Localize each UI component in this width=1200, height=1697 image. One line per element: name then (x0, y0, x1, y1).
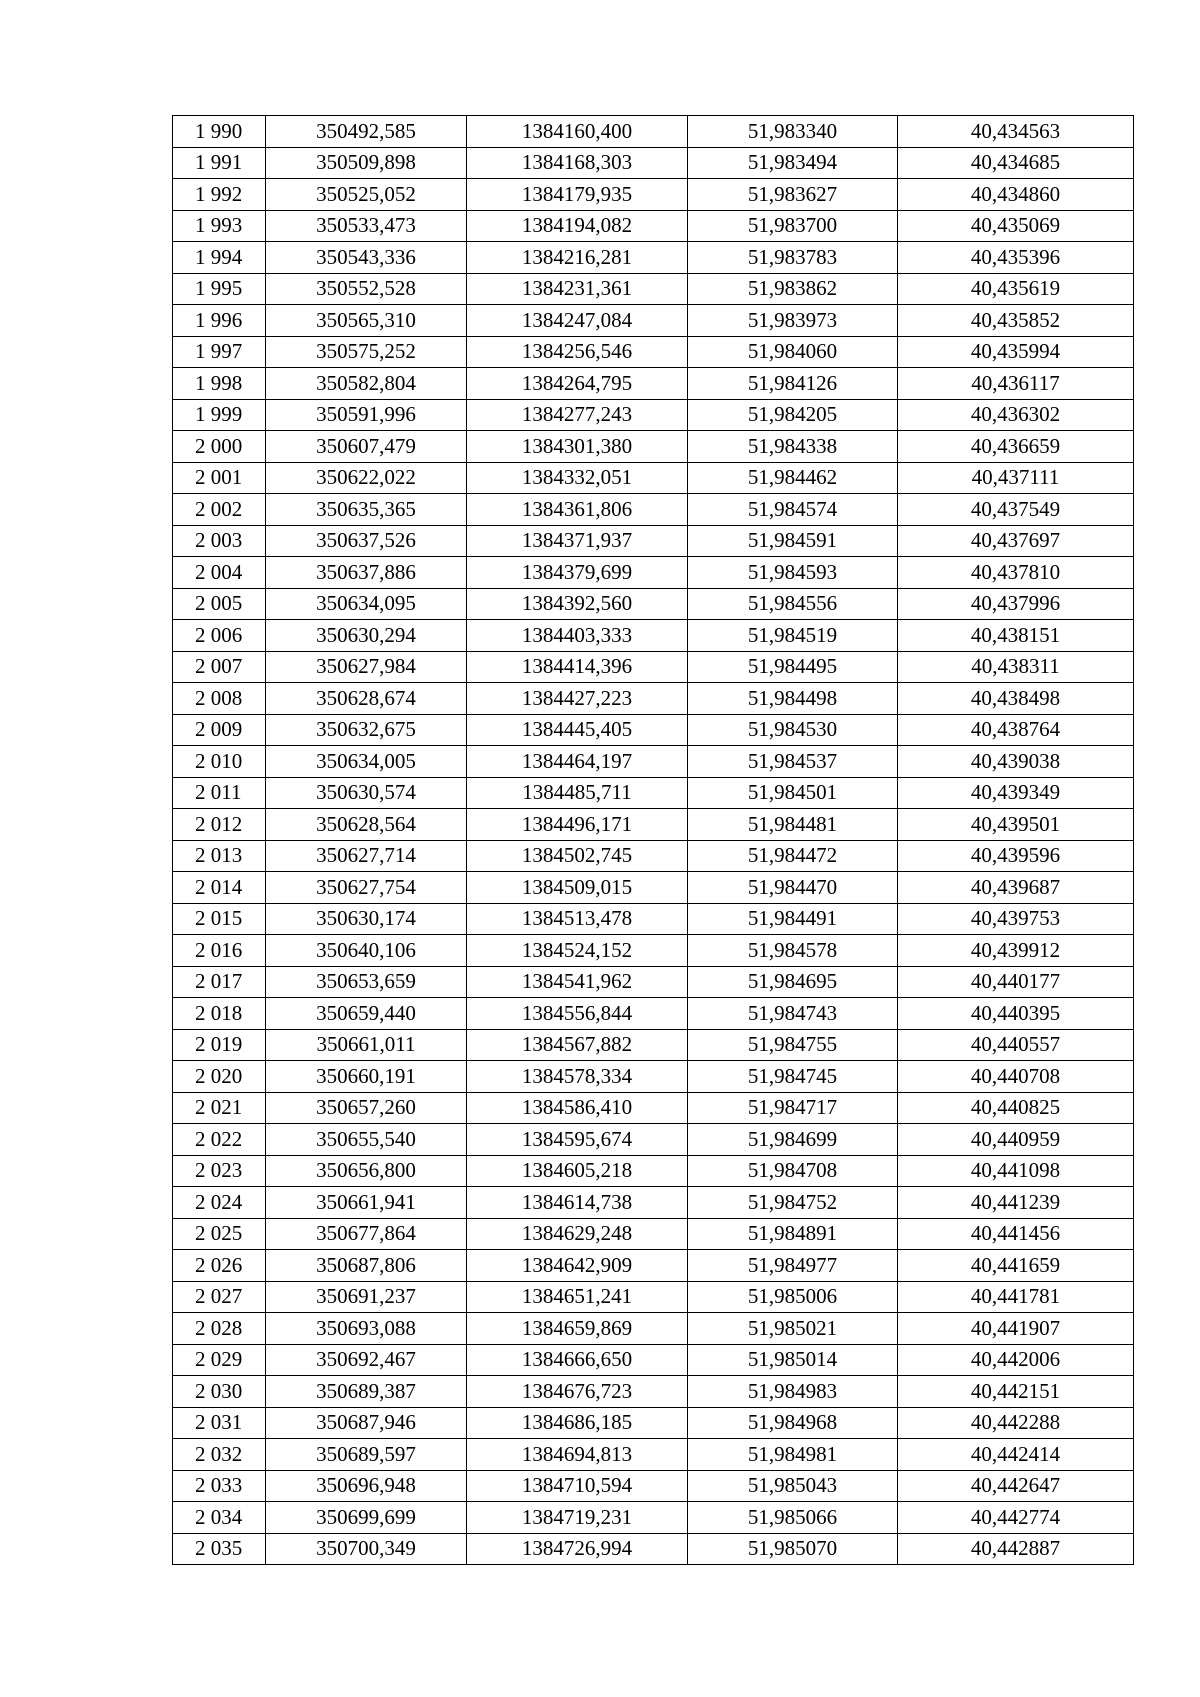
table-row (173, 305, 1134, 337)
latitude-cell: 51,983494 (688, 147, 898, 179)
latitude-cell: 51,983973 (688, 305, 898, 337)
x-coordinate-cell: 350677,864 (266, 1218, 467, 1250)
table-row (173, 525, 1134, 557)
table-row (173, 1533, 1134, 1565)
longitude-cell: 40,441239 (898, 1187, 1134, 1219)
table-row (173, 1344, 1134, 1376)
y-coordinate-cell: 1384595,674 (467, 1124, 688, 1156)
table-row (173, 1407, 1134, 1439)
point-number-cell: 1 996 (173, 305, 266, 337)
longitude-cell: 40,439596 (898, 840, 1134, 872)
x-coordinate-cell: 350607,479 (266, 431, 467, 463)
table-row (173, 998, 1134, 1030)
table-row (173, 651, 1134, 683)
longitude-cell: 40,434860 (898, 179, 1134, 211)
y-coordinate-cell: 1384686,185 (467, 1407, 688, 1439)
latitude-cell: 51,984495 (688, 651, 898, 683)
y-coordinate-cell: 1384168,303 (467, 147, 688, 179)
point-number-cell: 1 992 (173, 179, 266, 211)
latitude-cell: 51,983862 (688, 273, 898, 305)
y-coordinate-cell: 1384403,333 (467, 620, 688, 652)
x-coordinate-cell: 350533,473 (266, 210, 467, 242)
latitude-cell: 51,984462 (688, 462, 898, 494)
table-row (173, 1029, 1134, 1061)
x-coordinate-cell: 350492,585 (266, 116, 467, 148)
table-row (173, 1061, 1134, 1093)
point-number-cell: 2 004 (173, 557, 266, 589)
table-row (173, 462, 1134, 494)
x-coordinate-cell: 350627,754 (266, 872, 467, 904)
point-number-cell: 2 013 (173, 840, 266, 872)
y-coordinate-cell: 1384361,806 (467, 494, 688, 526)
table-row (173, 935, 1134, 967)
latitude-cell: 51,985006 (688, 1281, 898, 1313)
latitude-cell: 51,983340 (688, 116, 898, 148)
point-number-cell: 2 026 (173, 1250, 266, 1282)
x-coordinate-cell: 350634,095 (266, 588, 467, 620)
longitude-cell: 40,442414 (898, 1439, 1134, 1471)
longitude-cell: 40,434685 (898, 147, 1134, 179)
latitude-cell: 51,984472 (688, 840, 898, 872)
x-coordinate-cell: 350627,714 (266, 840, 467, 872)
y-coordinate-cell: 1384651,241 (467, 1281, 688, 1313)
point-number-cell: 2 021 (173, 1092, 266, 1124)
y-coordinate-cell: 1384194,082 (467, 210, 688, 242)
table-row (173, 557, 1134, 589)
point-number-cell: 2 030 (173, 1376, 266, 1408)
longitude-cell: 40,435994 (898, 336, 1134, 368)
longitude-cell: 40,439349 (898, 777, 1134, 809)
table-row (173, 494, 1134, 526)
table-row (173, 179, 1134, 211)
longitude-cell: 40,437697 (898, 525, 1134, 557)
x-coordinate-cell: 350653,659 (266, 966, 467, 998)
y-coordinate-cell: 1384694,813 (467, 1439, 688, 1471)
table-row (173, 336, 1134, 368)
y-coordinate-cell: 1384556,844 (467, 998, 688, 1030)
x-coordinate-cell: 350509,898 (266, 147, 467, 179)
latitude-cell: 51,984891 (688, 1218, 898, 1250)
longitude-cell: 40,438498 (898, 683, 1134, 715)
latitude-cell: 51,984983 (688, 1376, 898, 1408)
table-row (173, 1092, 1134, 1124)
table-row (173, 620, 1134, 652)
longitude-cell: 40,440708 (898, 1061, 1134, 1093)
latitude-cell: 51,985021 (688, 1313, 898, 1345)
y-coordinate-cell: 1384586,410 (467, 1092, 688, 1124)
latitude-cell: 51,984530 (688, 714, 898, 746)
y-coordinate-cell: 1384496,171 (467, 809, 688, 841)
latitude-cell: 51,983700 (688, 210, 898, 242)
longitude-cell: 40,442774 (898, 1502, 1134, 1534)
coordinates-table-body (173, 116, 1134, 1565)
y-coordinate-cell: 1384502,745 (467, 840, 688, 872)
latitude-cell: 51,984743 (688, 998, 898, 1030)
longitude-cell: 40,442647 (898, 1470, 1134, 1502)
longitude-cell: 40,438311 (898, 651, 1134, 683)
y-coordinate-cell: 1384719,231 (467, 1502, 688, 1534)
x-coordinate-cell: 350628,564 (266, 809, 467, 841)
table-row (173, 777, 1134, 809)
point-number-cell: 2 007 (173, 651, 266, 683)
latitude-cell: 51,985014 (688, 1344, 898, 1376)
x-coordinate-cell: 350699,699 (266, 1502, 467, 1534)
point-number-cell: 2 017 (173, 966, 266, 998)
latitude-cell: 51,984498 (688, 683, 898, 715)
y-coordinate-cell: 1384659,869 (467, 1313, 688, 1345)
x-coordinate-cell: 350637,526 (266, 525, 467, 557)
y-coordinate-cell: 1384513,478 (467, 903, 688, 935)
x-coordinate-cell: 350689,387 (266, 1376, 467, 1408)
table-row (173, 903, 1134, 935)
x-coordinate-cell: 350657,260 (266, 1092, 467, 1124)
table-row (173, 210, 1134, 242)
point-number-cell: 2 009 (173, 714, 266, 746)
point-number-cell: 2 005 (173, 588, 266, 620)
point-number-cell: 2 034 (173, 1502, 266, 1534)
table-row (173, 872, 1134, 904)
point-number-cell: 2 001 (173, 462, 266, 494)
longitude-cell: 40,435852 (898, 305, 1134, 337)
y-coordinate-cell: 1384392,560 (467, 588, 688, 620)
table-row (173, 1155, 1134, 1187)
latitude-cell: 51,984591 (688, 525, 898, 557)
table-row (173, 746, 1134, 778)
latitude-cell: 51,984752 (688, 1187, 898, 1219)
latitude-cell: 51,984578 (688, 935, 898, 967)
x-coordinate-cell: 350543,336 (266, 242, 467, 274)
y-coordinate-cell: 1384264,795 (467, 368, 688, 400)
y-coordinate-cell: 1384676,723 (467, 1376, 688, 1408)
latitude-cell: 51,984060 (688, 336, 898, 368)
y-coordinate-cell: 1384605,218 (467, 1155, 688, 1187)
y-coordinate-cell: 1384666,650 (467, 1344, 688, 1376)
table-row (173, 273, 1134, 305)
table-row (173, 1502, 1134, 1534)
longitude-cell: 40,439912 (898, 935, 1134, 967)
coordinates-table (172, 115, 1134, 1565)
latitude-cell: 51,984968 (688, 1407, 898, 1439)
y-coordinate-cell: 1384614,738 (467, 1187, 688, 1219)
point-number-cell: 1 990 (173, 116, 266, 148)
longitude-cell: 40,436302 (898, 399, 1134, 431)
point-number-cell: 2 032 (173, 1439, 266, 1471)
y-coordinate-cell: 1384379,699 (467, 557, 688, 589)
x-coordinate-cell: 350689,597 (266, 1439, 467, 1471)
latitude-cell: 51,985043 (688, 1470, 898, 1502)
table-row (173, 1187, 1134, 1219)
longitude-cell: 40,439038 (898, 746, 1134, 778)
longitude-cell: 40,441659 (898, 1250, 1134, 1282)
y-coordinate-cell: 1384541,962 (467, 966, 688, 998)
table-row (173, 1124, 1134, 1156)
point-number-cell: 2 020 (173, 1061, 266, 1093)
longitude-cell: 40,438764 (898, 714, 1134, 746)
longitude-cell: 40,441098 (898, 1155, 1134, 1187)
point-number-cell: 2 028 (173, 1313, 266, 1345)
point-number-cell: 2 025 (173, 1218, 266, 1250)
y-coordinate-cell: 1384445,405 (467, 714, 688, 746)
longitude-cell: 40,442288 (898, 1407, 1134, 1439)
longitude-cell: 40,440395 (898, 998, 1134, 1030)
x-coordinate-cell: 350687,806 (266, 1250, 467, 1282)
table-row (173, 714, 1134, 746)
table-row (173, 399, 1134, 431)
x-coordinate-cell: 350634,005 (266, 746, 467, 778)
y-coordinate-cell: 1384301,380 (467, 431, 688, 463)
x-coordinate-cell: 350591,996 (266, 399, 467, 431)
x-coordinate-cell: 350637,886 (266, 557, 467, 589)
y-coordinate-cell: 1384414,396 (467, 651, 688, 683)
point-number-cell: 2 012 (173, 809, 266, 841)
y-coordinate-cell: 1384160,400 (467, 116, 688, 148)
latitude-cell: 51,985066 (688, 1502, 898, 1534)
x-coordinate-cell: 350640,106 (266, 935, 467, 967)
x-coordinate-cell: 350660,191 (266, 1061, 467, 1093)
table-row (173, 116, 1134, 148)
latitude-cell: 51,984126 (688, 368, 898, 400)
x-coordinate-cell: 350691,237 (266, 1281, 467, 1313)
x-coordinate-cell: 350661,941 (266, 1187, 467, 1219)
y-coordinate-cell: 1384629,248 (467, 1218, 688, 1250)
latitude-cell: 51,984755 (688, 1029, 898, 1061)
table-row (173, 147, 1134, 179)
latitude-cell: 51,985070 (688, 1533, 898, 1565)
table-row (173, 1313, 1134, 1345)
latitude-cell: 51,983783 (688, 242, 898, 274)
y-coordinate-cell: 1384509,015 (467, 872, 688, 904)
y-coordinate-cell: 1384277,243 (467, 399, 688, 431)
point-number-cell: 2 022 (173, 1124, 266, 1156)
latitude-cell: 51,984708 (688, 1155, 898, 1187)
latitude-cell: 51,984695 (688, 966, 898, 998)
longitude-cell: 40,439687 (898, 872, 1134, 904)
latitude-cell: 51,984717 (688, 1092, 898, 1124)
point-number-cell: 2 011 (173, 777, 266, 809)
point-number-cell: 2 033 (173, 1470, 266, 1502)
y-coordinate-cell: 1384427,223 (467, 683, 688, 715)
y-coordinate-cell: 1384179,935 (467, 179, 688, 211)
point-number-cell: 2 010 (173, 746, 266, 778)
x-coordinate-cell: 350622,022 (266, 462, 467, 494)
y-coordinate-cell: 1384216,281 (467, 242, 688, 274)
table-row (173, 1376, 1134, 1408)
y-coordinate-cell: 1384332,051 (467, 462, 688, 494)
longitude-cell: 40,440557 (898, 1029, 1134, 1061)
longitude-cell: 40,439501 (898, 809, 1134, 841)
y-coordinate-cell: 1384578,334 (467, 1061, 688, 1093)
latitude-cell: 51,984481 (688, 809, 898, 841)
table-row (173, 809, 1134, 841)
point-number-cell: 2 024 (173, 1187, 266, 1219)
point-number-cell: 2 035 (173, 1533, 266, 1565)
y-coordinate-cell: 1384464,197 (467, 746, 688, 778)
longitude-cell: 40,440825 (898, 1092, 1134, 1124)
point-number-cell: 1 994 (173, 242, 266, 274)
longitude-cell: 40,440177 (898, 966, 1134, 998)
longitude-cell: 40,437996 (898, 588, 1134, 620)
x-coordinate-cell: 350575,252 (266, 336, 467, 368)
latitude-cell: 51,984338 (688, 431, 898, 463)
x-coordinate-cell: 350525,052 (266, 179, 467, 211)
point-number-cell: 1 997 (173, 336, 266, 368)
latitude-cell: 51,984205 (688, 399, 898, 431)
point-number-cell: 2 029 (173, 1344, 266, 1376)
x-coordinate-cell: 350552,528 (266, 273, 467, 305)
latitude-cell: 51,984537 (688, 746, 898, 778)
latitude-cell: 51,984574 (688, 494, 898, 526)
y-coordinate-cell: 1384567,882 (467, 1029, 688, 1061)
latitude-cell: 51,984981 (688, 1439, 898, 1471)
table-row (173, 966, 1134, 998)
x-coordinate-cell: 350632,675 (266, 714, 467, 746)
table-row (173, 1470, 1134, 1502)
x-coordinate-cell: 350630,574 (266, 777, 467, 809)
latitude-cell: 51,984699 (688, 1124, 898, 1156)
point-number-cell: 2 023 (173, 1155, 266, 1187)
latitude-cell: 51,984519 (688, 620, 898, 652)
y-coordinate-cell: 1384485,711 (467, 777, 688, 809)
point-number-cell: 2 000 (173, 431, 266, 463)
table-row (173, 368, 1134, 400)
table-row (173, 840, 1134, 872)
y-coordinate-cell: 1384726,994 (467, 1533, 688, 1565)
x-coordinate-cell: 350656,800 (266, 1155, 467, 1187)
y-coordinate-cell: 1384371,937 (467, 525, 688, 557)
latitude-cell: 51,984556 (688, 588, 898, 620)
table-row (173, 431, 1134, 463)
point-number-cell: 2 016 (173, 935, 266, 967)
point-number-cell: 2 006 (173, 620, 266, 652)
longitude-cell: 40,438151 (898, 620, 1134, 652)
latitude-cell: 51,984491 (688, 903, 898, 935)
point-number-cell: 2 019 (173, 1029, 266, 1061)
longitude-cell: 40,442151 (898, 1376, 1134, 1408)
point-number-cell: 2 018 (173, 998, 266, 1030)
point-number-cell: 2 003 (173, 525, 266, 557)
y-coordinate-cell: 1384642,909 (467, 1250, 688, 1282)
longitude-cell: 40,441907 (898, 1313, 1134, 1345)
x-coordinate-cell: 350687,946 (266, 1407, 467, 1439)
x-coordinate-cell: 350696,948 (266, 1470, 467, 1502)
y-coordinate-cell: 1384710,594 (467, 1470, 688, 1502)
longitude-cell: 40,439753 (898, 903, 1134, 935)
point-number-cell: 1 991 (173, 147, 266, 179)
y-coordinate-cell: 1384256,546 (467, 336, 688, 368)
longitude-cell: 40,437111 (898, 462, 1134, 494)
x-coordinate-cell: 350692,467 (266, 1344, 467, 1376)
longitude-cell: 40,435396 (898, 242, 1134, 274)
longitude-cell: 40,436659 (898, 431, 1134, 463)
x-coordinate-cell: 350627,984 (266, 651, 467, 683)
point-number-cell: 1 993 (173, 210, 266, 242)
x-coordinate-cell: 350630,174 (266, 903, 467, 935)
table-row (173, 588, 1134, 620)
x-coordinate-cell: 350565,310 (266, 305, 467, 337)
table-row (173, 1281, 1134, 1313)
x-coordinate-cell: 350655,540 (266, 1124, 467, 1156)
longitude-cell: 40,442006 (898, 1344, 1134, 1376)
point-number-cell: 2 014 (173, 872, 266, 904)
longitude-cell: 40,437810 (898, 557, 1134, 589)
point-number-cell: 2 031 (173, 1407, 266, 1439)
point-number-cell: 2 027 (173, 1281, 266, 1313)
x-coordinate-cell: 350700,349 (266, 1533, 467, 1565)
longitude-cell: 40,440959 (898, 1124, 1134, 1156)
latitude-cell: 51,984470 (688, 872, 898, 904)
point-number-cell: 2 008 (173, 683, 266, 715)
point-number-cell: 1 999 (173, 399, 266, 431)
table-row (173, 1250, 1134, 1282)
point-number-cell: 2 015 (173, 903, 266, 935)
longitude-cell: 40,436117 (898, 368, 1134, 400)
longitude-cell: 40,435619 (898, 273, 1134, 305)
longitude-cell: 40,441456 (898, 1218, 1134, 1250)
latitude-cell: 51,983627 (688, 179, 898, 211)
y-coordinate-cell: 1384524,152 (467, 935, 688, 967)
table-row (173, 1439, 1134, 1471)
point-number-cell: 1 998 (173, 368, 266, 400)
x-coordinate-cell: 350630,294 (266, 620, 467, 652)
table-row (173, 1218, 1134, 1250)
x-coordinate-cell: 350628,674 (266, 683, 467, 715)
x-coordinate-cell: 350659,440 (266, 998, 467, 1030)
longitude-cell: 40,441781 (898, 1281, 1134, 1313)
longitude-cell: 40,434563 (898, 116, 1134, 148)
latitude-cell: 51,984593 (688, 557, 898, 589)
longitude-cell: 40,435069 (898, 210, 1134, 242)
y-coordinate-cell: 1384247,084 (467, 305, 688, 337)
latitude-cell: 51,984501 (688, 777, 898, 809)
table-row (173, 242, 1134, 274)
x-coordinate-cell: 350635,365 (266, 494, 467, 526)
longitude-cell: 40,437549 (898, 494, 1134, 526)
table-row (173, 683, 1134, 715)
x-coordinate-cell: 350582,804 (266, 368, 467, 400)
latitude-cell: 51,984977 (688, 1250, 898, 1282)
point-number-cell: 2 002 (173, 494, 266, 526)
longitude-cell: 40,442887 (898, 1533, 1134, 1565)
y-coordinate-cell: 1384231,361 (467, 273, 688, 305)
x-coordinate-cell: 350661,011 (266, 1029, 467, 1061)
point-number-cell: 1 995 (173, 273, 266, 305)
x-coordinate-cell: 350693,088 (266, 1313, 467, 1345)
latitude-cell: 51,984745 (688, 1061, 898, 1093)
